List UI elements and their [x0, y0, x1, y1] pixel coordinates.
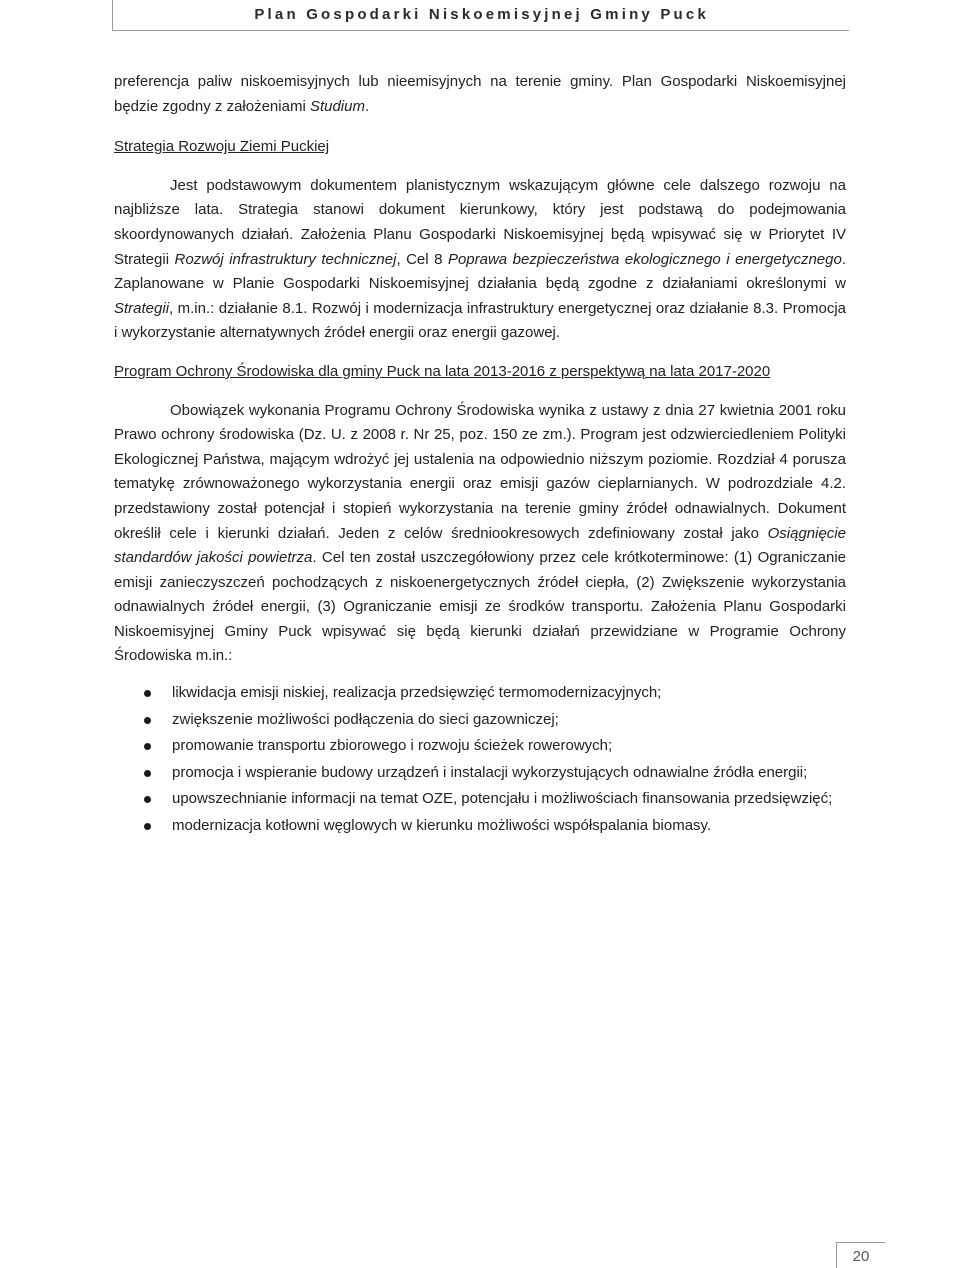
- header-title: Plan Gospodarki Niskoemisyjnej Gminy Puck: [254, 6, 709, 23]
- bullet-icon: [144, 717, 151, 724]
- list-item: zwiększenie możliwości podłączenia do sieci gazowniczej;: [114, 708, 846, 733]
- strategia-text-2: , Cel 8: [396, 250, 448, 268]
- program-text-2: . Cel ten został uszczegółowiony przez cele krótkoterminowe: (1) Ograniczanie emisji zanieczyszczeń pochodzących z niskoenergetycznych źródeł ciepła, (2) Zwiększenie wykorzystania odnawialnych źródeł energii, (3) Ograniczanie emisji ze środków transportu. Założenia Planu Gospodarki Niskoemisyjnej Gminy Puck wpisywać się będą kierunki działań przewidziane w Programie Ochrony Środowiska m.in.:: [114, 549, 846, 665]
- intro-text: preferencja paliw niskoemisyjnych lub nieemisyjnych na terenie gminy. Plan Gospodarki Niskoemisyjnej będzie zgodny z założeniami: [114, 73, 846, 115]
- strategia-italic-1: Rozwój infrastruktury technicznej: [174, 250, 397, 268]
- list-item: promowanie transportu zbiorowego i rozwoju ścieżek rowerowych;: [114, 734, 846, 759]
- strategia-text-4: , m.in.: działanie 8.1. Rozwój i modernizacja infrastruktury energetycznej oraz działanie 8.3. Promocja i wykorzystanie alternatywnych źródeł energii oraz energii gazowej.: [114, 299, 846, 342]
- action-list: [114, 681, 846, 839]
- program-paragraph: [114, 399, 846, 670]
- bullet-icon: [144, 823, 151, 830]
- page-header: [112, 0, 849, 31]
- strategia-paragraph: [114, 174, 846, 346]
- list-item: upowszechnianie informacji na temat OZE, potencjału i możliwościach finansowania przedsięwzięć;: [114, 787, 846, 812]
- intro-italic-studium: Studium: [309, 97, 365, 115]
- bullet-icon: [144, 690, 151, 697]
- section-heading-strategia: Strategia Rozwoju Ziemi Puckiej: [114, 138, 330, 156]
- page-number-box: [836, 1242, 885, 1268]
- intro-paragraph: [114, 70, 846, 119]
- list-item: promocja i wspieranie budowy urządzeń i instalacji wykorzystujących odnawialne źródła energii;: [114, 761, 846, 786]
- strategia-text-3: . Zaplanowane w Planie Gospodarki Niskoemisyjnej działania będą zgodne z działaniami określonymi w: [114, 250, 846, 293]
- program-text-1: Obowiązek wykonania Programu Ochrony Środowiska wynika z ustawy z dnia 27 kwietnia 2001 roku Prawo ochrony środowiska (Dz. U. z 2008 r. Nr 25, poz. 150 ze zm.). Program jest odzwierciedleniem Polityki Ekologicznej Państwa, mającym wdrożyć jej ustalenia na odpowiednio niższym poziomie. Rozdział 4 porusza tematykę zrównoważonego wykorzystania energii oraz emisji gazów cieplarnianych. W podrozdziale 4.2. przedstawiony został potencjał i stopień wykorzystania na terenie gminy źródeł odnawialnych. Dokument określił cele i kierunki działań. Jeden z celów średniookresowych zdefiniowany został jako: [114, 401, 846, 542]
- list-item: likwidacja emisji niskiej, realizacja przedsięwzięć termomodernizacyjnych;: [114, 681, 846, 706]
- strategia-text-1: Jest podstawowym dokumentem planistycznym wskazującym główne cele dalszego rozwoju na najbliższe lata. Strategia stanowi dokument kierunkowy, który jest podstawą do podejmowania skoordynowanych działań. Założenia Planu Gospodarki Niskoemisyjnej będą wpisywać się w Priorytet IV Strategii: [114, 176, 846, 268]
- page-content: [114, 70, 846, 841]
- list-item: modernizacja kotłowni węglowych w kierunku możliwości współspalania biomasy.: [114, 814, 846, 839]
- strategia-italic-3: Strategii: [114, 299, 170, 317]
- bullet-icon: [144, 743, 151, 750]
- section-heading-program: Program Ochrony Środowiska dla gminy Puck na lata 2013-2016 z perspektywą na lata 2017-2020: [114, 362, 771, 380]
- program-italic-1: Osiągnięcie standardów jakości powietrza: [114, 524, 846, 567]
- intro-end: .: [364, 97, 370, 115]
- strategia-italic-2: Poprawa bezpieczeństwa ekologicznego i energetycznego: [447, 250, 842, 268]
- bullet-icon: [144, 796, 151, 803]
- page-number: 20: [852, 1248, 870, 1265]
- bullet-icon: [144, 770, 151, 777]
